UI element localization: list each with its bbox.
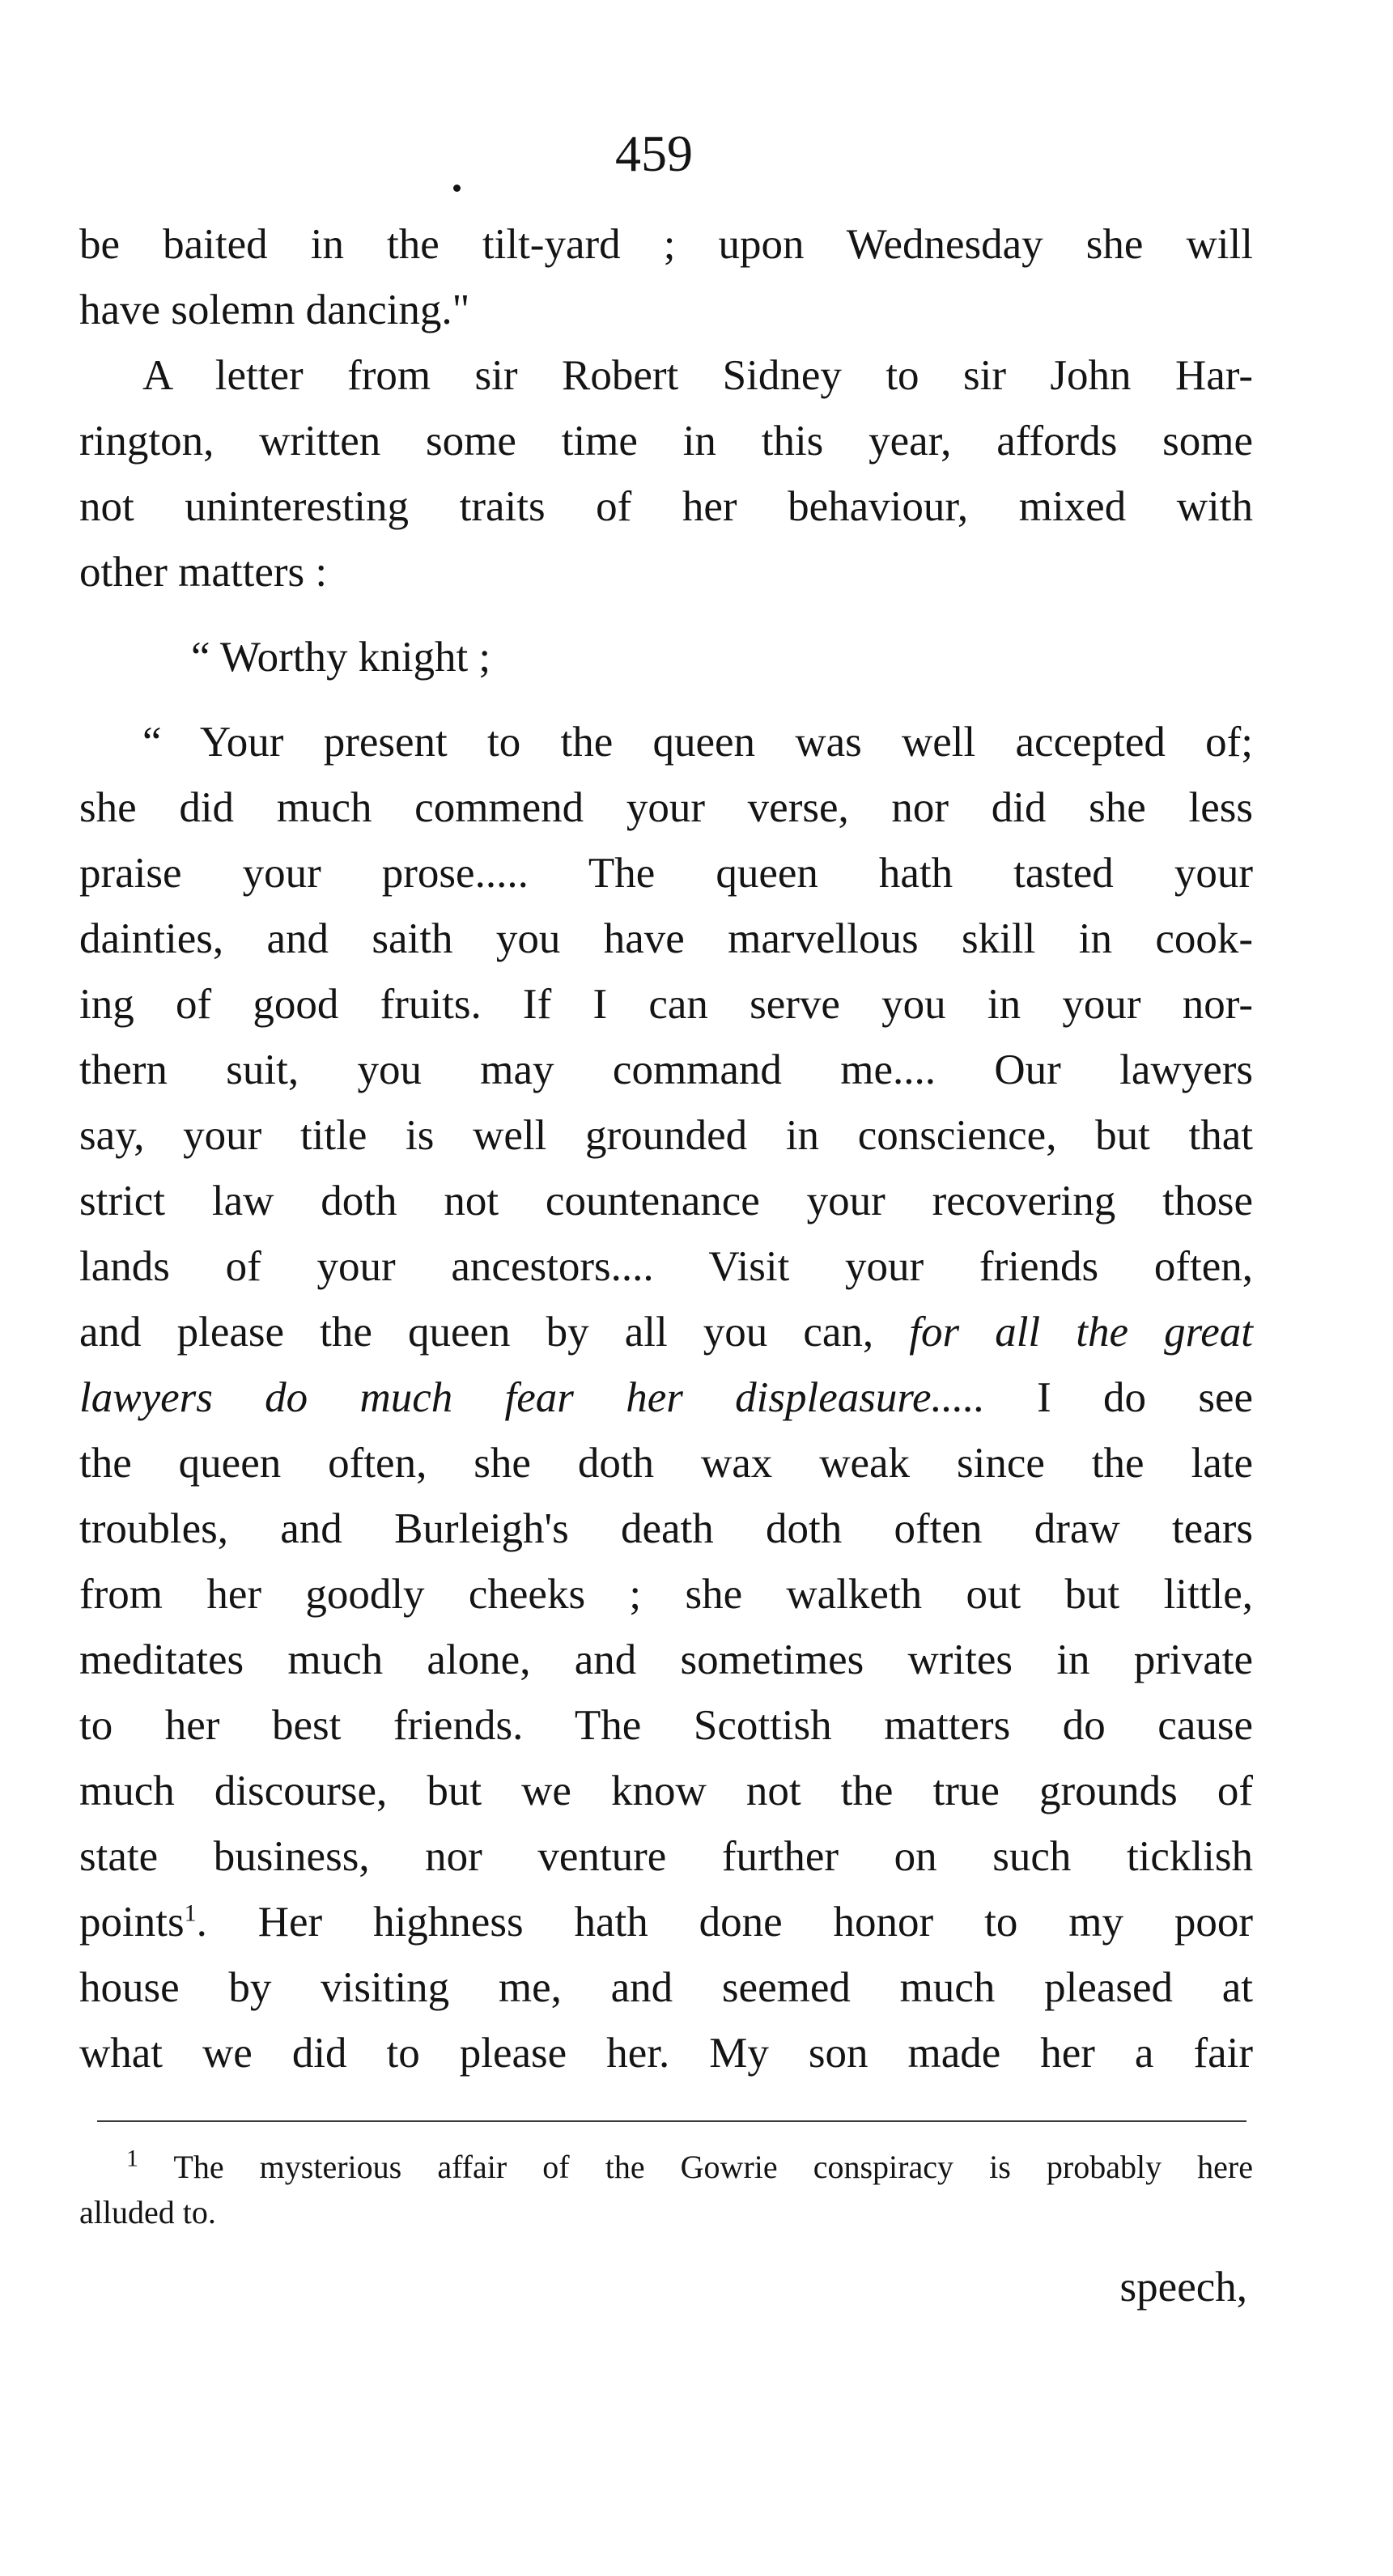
- text-line-18: [79, 1365, 1253, 1431]
- catchword: speech,: [1119, 2264, 1247, 2311]
- footnote-line-1: [79, 2145, 1253, 2190]
- footnote-marker: 1: [126, 2145, 138, 2172]
- footnote-text-1: The mysterious affair of the Gowrie conspiracy is probably here: [138, 2149, 1253, 2185]
- footnote-line-2: alluded to.: [79, 2194, 216, 2230]
- text-line-13: thern suit, you may command me.... Our lawyers: [79, 1046, 1253, 1093]
- text-line-21: from her goodly cheeks ; she walketh out but little,: [79, 1571, 1253, 1618]
- text-line-4: rington, written some time in this year, affords some: [79, 418, 1253, 465]
- text-line-9: she did much commend your verse, nor did she less: [79, 784, 1253, 831]
- text-line-24: much discourse, but we know not the true grounds of: [79, 1768, 1253, 1814]
- text-line-16: lands of your ancestors.... Visit your friends often,: [79, 1243, 1253, 1290]
- text-line-1: be baited in the tilt-yard ; upon Wednesday she will: [79, 221, 1253, 268]
- text-line-12: ing of good fruits. If I can serve you in your nor-: [79, 981, 1253, 1028]
- text-line-17-italic: for all the great: [909, 1309, 1254, 1356]
- text-line-6: other matters :: [79, 549, 328, 596]
- text-line-26: [79, 1890, 1253, 1955]
- text-line-20: troubles, and Burleigh's death doth often draw tears: [79, 1505, 1253, 1552]
- text-line-17-plain: and please the queen by all you can,: [79, 1309, 874, 1356]
- footnote-divider: [97, 2120, 1246, 2122]
- footnote: [79, 2145, 1253, 2235]
- text-line-17: [79, 1300, 1253, 1365]
- letter-salutation: “ Worthy knight ;: [191, 634, 491, 681]
- text-line-10: praise your prose..... The queen hath tasted your: [79, 850, 1253, 897]
- text-line-5: not uninteresting traits of her behaviour, mixed with: [79, 483, 1253, 530]
- text-line-14: say, your title is well grounded in conscience, but that: [79, 1112, 1253, 1159]
- text-line-26-start: points: [79, 1899, 185, 1946]
- text-line-23: to her best friends. The Scottish matters do cause: [79, 1702, 1253, 1749]
- text-line-2: have solemn dancing.": [79, 286, 470, 333]
- text-line-27: house by visiting me, and seemed much pleased at: [79, 1964, 1253, 2011]
- page-number: 459: [615, 125, 693, 182]
- text-line-3: A letter from sir Robert Sidney to sir John Har-: [142, 352, 1253, 399]
- text-line-28: what we did to please her. My son made her a fair: [79, 2030, 1253, 2077]
- text-line-25: state business, nor venture further on such ticklish: [79, 1833, 1253, 1880]
- ink-speck: [453, 185, 461, 192]
- text-line-18-plain: I do see: [984, 1374, 1254, 1421]
- text-line-19: the queen often, she doth wax weak since the late: [79, 1440, 1253, 1487]
- text-line-8: “ Your present to the queen was well accepted of;: [142, 719, 1253, 766]
- text-line-22: meditates much alone, and sometimes writes in private: [79, 1636, 1253, 1683]
- footnote-reference: 1: [184, 1899, 197, 1927]
- text-line-15: strict law doth not countenance your recovering those: [79, 1178, 1253, 1224]
- body-text: [79, 212, 1253, 2086]
- text-line-18-italic: lawyers do much fear her displeasure.....: [79, 1374, 985, 1421]
- text-line-11: dainties, and saith you have marvellous skill in cook-: [79, 915, 1253, 962]
- text-line-26-end: . Her highness hath done honor to my poor: [196, 1899, 1253, 1946]
